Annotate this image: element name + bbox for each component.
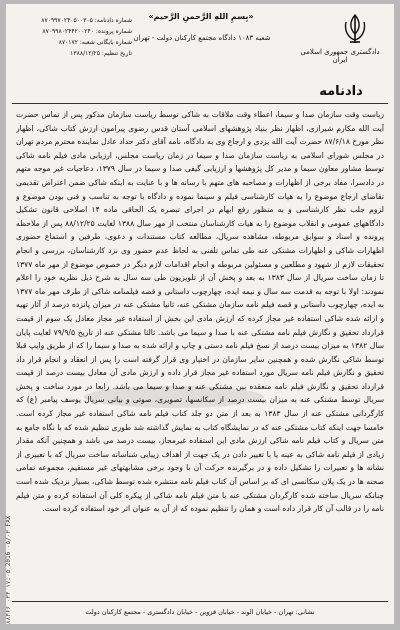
meta-label: شماره بایگانی شعبه: (79, 39, 132, 46)
document-title: دادنامه (319, 84, 363, 99)
meta-row-archive-number (14, 38, 132, 47)
court-branch: شعبه ۱۰۸۳ دادگاه مجتمع کارکنان دولت - تهران (133, 34, 271, 42)
header-divider (12, 103, 388, 104)
org-line-1: دادگستری جمهوری اسلامی ایران (300, 48, 380, 64)
document-page (6, 4, 394, 624)
footer-divider (12, 601, 388, 602)
iran-emblem-icon (338, 12, 372, 46)
meta-row-verdict-number (14, 16, 132, 25)
meta-value: ۸۷۰۱۷۲ (58, 39, 78, 46)
meta-label: تاریخ تنظیم: (101, 50, 132, 57)
verdict-paragraph: ریاست وقت سازمان صدا و سیما، اعطاء وقت ملاقات به شاکی توسط ریاست سازمان مذکور پس از تماس حضرت آیت الله مکارم شیرازی، اظهار نظر بنیاد پژوهشهای اسلامی آستان قدس رضوی پیرامون ارزش کتاب شاکی، اظهار نظر مورخ ۸۷/۶/۱۸ حضرت آیت الله یزدی و ارجاع وی به دادگاه، نامه آقای دکتر حداد عادل نماینده محترم مردم تهران در مجلس شورای اسلامی به ریاست سازمان صدا و سیما در زمان ریاست مجلس، ارزیابی مادی فیلم نامه شاکی توسط مشاور معاون سیما و مدیر کل پژوهشها و ارزیابی گیفی صدا و سیما در سال ۱۳۷۹، دعاجیات غیر موجه متهم در دادسرا، مفاد برخی از اظهارات و مصاحبه های متهم با رسانه ها و با عنایت به اینکه شاکی ضمن اعتراض تقدیمی تقاضای ارجاع موضوع را به هیات کارشناسی فیلم و سینما نموده و دادگاه با توجه به تناسب و فنی بودن موضوع و لزوم جلب نظر کارشناسی و به منظور رفع ابهام در اجرای تبصره یک الحاقی ماده ۱۴ اصلاحی قانون تشکیل دادگاههای عمومی و انقلاب موضوع را به هیات کارشناسان منتخب از مهر سال ۱۳۸۸ لغایت ۸۸/۱۲/۲۵ پس از ملاحظه پرونده و اسناد و سوابق مربوطه، مشاهده سریال، مطالعه کتاب مستندات و دعوی، طرفین و استماع حضوری اظهارات شاکی و اظهارات مشتکی عنه طی تماس تلفنی به لحاظ عدم حضور وی نزد کارشناسان، بررسی و انجام تحقیقات لازم از شهود و مطلعین و مسئولین مربوطه و انجام اقدامات لازم دیگر در خصوص موضوع از مهر ماه ۱۳۷۷ تا زمان ساخت سریال از سال ۱۳۸۳ به بعد و پخش آن از تلویزیون طی سه سال به شرح ذیل نظریه خود را اعلام نمودند: اولا با توجه به قدمت سه سال و نیمه ایده، چهارچوب داستانی و قصه فیلمنامه شاکی از طرف مهر ماه ۱۳۷۷ به ایده، چهارچوب داستانی و قصه فیلم نامه سازمان مشتکی عنه، ثانیا مشتکی عنه در میزان پانزده درصد از آثار تهیه و ارائه شده شاکی استفاده غیر مجاز کرده که ارزش مادی این بخش از استفاده غیر مجاز معادل یک سوم از قیمت قرارداد تحقیق و نگارش فیلم نامه مشتکی عنه با صدا و سیما می باشد. ثالثا مشتکی عنه از تاریخ ۷۹/۹/۵ لغایت پایان سال ۱۳۸۲ به میزان بیست درصد از نسخ فیلم نامه دستی و چاپ و ارائه شده به صدا و سیما را که از طریق وایپ قبلا توسط شاکی نگارش شده و همچنین سایر سازمان در اختیار وی قرار گرفته است را پس از انعقاد و انجام قرار داد تحقیق و نگارش فیلم نامه سریال مورد استفاده غیر مجاز قرار داده و ارزش مادی آن معادل بیست درصد از قیمت قرارداد تحقیق و نگارش فیلم نامه منعقده بین مشتکی عنه و صدا و سیما می باشد. رابعا در مورد ساخت و پخش سریال توسط مشتکی عنه به میزان بیست درصد از سکانسها، تصویری، صوتی و بیانی سریال یوسف پیامبر (ع) که کارگردانی مشتکی عنه از سال ۱۳۸۳ به بعد از متن دو جلد کتاب فیلم نامه شاکی استفاده غیر مجاز کرده است. خامسا جهت اینکه کتاب مشتکی عنه که در نمایشگاه کتاب به نمایش گذاشته شد طوری تنظیم شده که با نگاه جامع به متن سریال و کتاب فیلم نامه شاکی ارزش مادی این استفاده غیرمجاز، بیست درصد می باشد و همچنین آنکه مقدار زیادی از فیلم نامه شاکی به عینه یا با تغییر دادن در یک جهت از اهداف زیبایی شناسانه ساخت سریال که با تعبیری از نشانه ها و تعبیرات را تشکیل داده و در برگیرنده حرکت آن با وجود برخی مشابهتهای غیر مستقیم، مجموعه تمامی صحنه ها در یک پلان سکانسی ای که بر اساس آن کتاب فیلم نامه منتشره شده توسط شاکی، بسیار نزدیک شده است چنانکه سریال ساخته شده کارگردان مشتکی عنه با متن فیلم نامه شاکی از پیکره کلی آن استفاده کرده و متن فیلم نامه را در قالب آن کار قرار داده است و همان را تنظیم نموده که از آن به عنوان اثر خود استفاده کرده است. (16, 110, 384, 514)
meta-value: ۸۷۰۹۹۷۰۲۴۰۵۰۰۳۰۵ (41, 17, 93, 24)
fax-header-line: ۸۸۴۶۶ ۰۳۴ ۱۷:۰۵ 2016 ۰۵/۰۳ FAX (5, 515, 12, 624)
meta-row-case-number (14, 27, 132, 36)
meta-value: ۱۳۸۸/۱۲/۲۵ (70, 50, 100, 57)
court-address-footer: نشانی: تهران - خیابان الوند - خیابان قزوین - خیابان دادگستری - مجتمع کارکنان دولت (85, 608, 315, 616)
motto-header: «بِسمِ اللهِ الرَّحمنِ الرَّحیم» (148, 12, 254, 21)
meta-label: شماره پرونده: (95, 28, 132, 35)
meta-row-date (14, 49, 132, 58)
meta-label: شماره دادنامه: (94, 17, 132, 24)
verdict-body (16, 108, 384, 584)
meta-value: ۸۷۰۹۹۸۰۲۴۴۲۰۰۲۴۰ (42, 28, 94, 35)
